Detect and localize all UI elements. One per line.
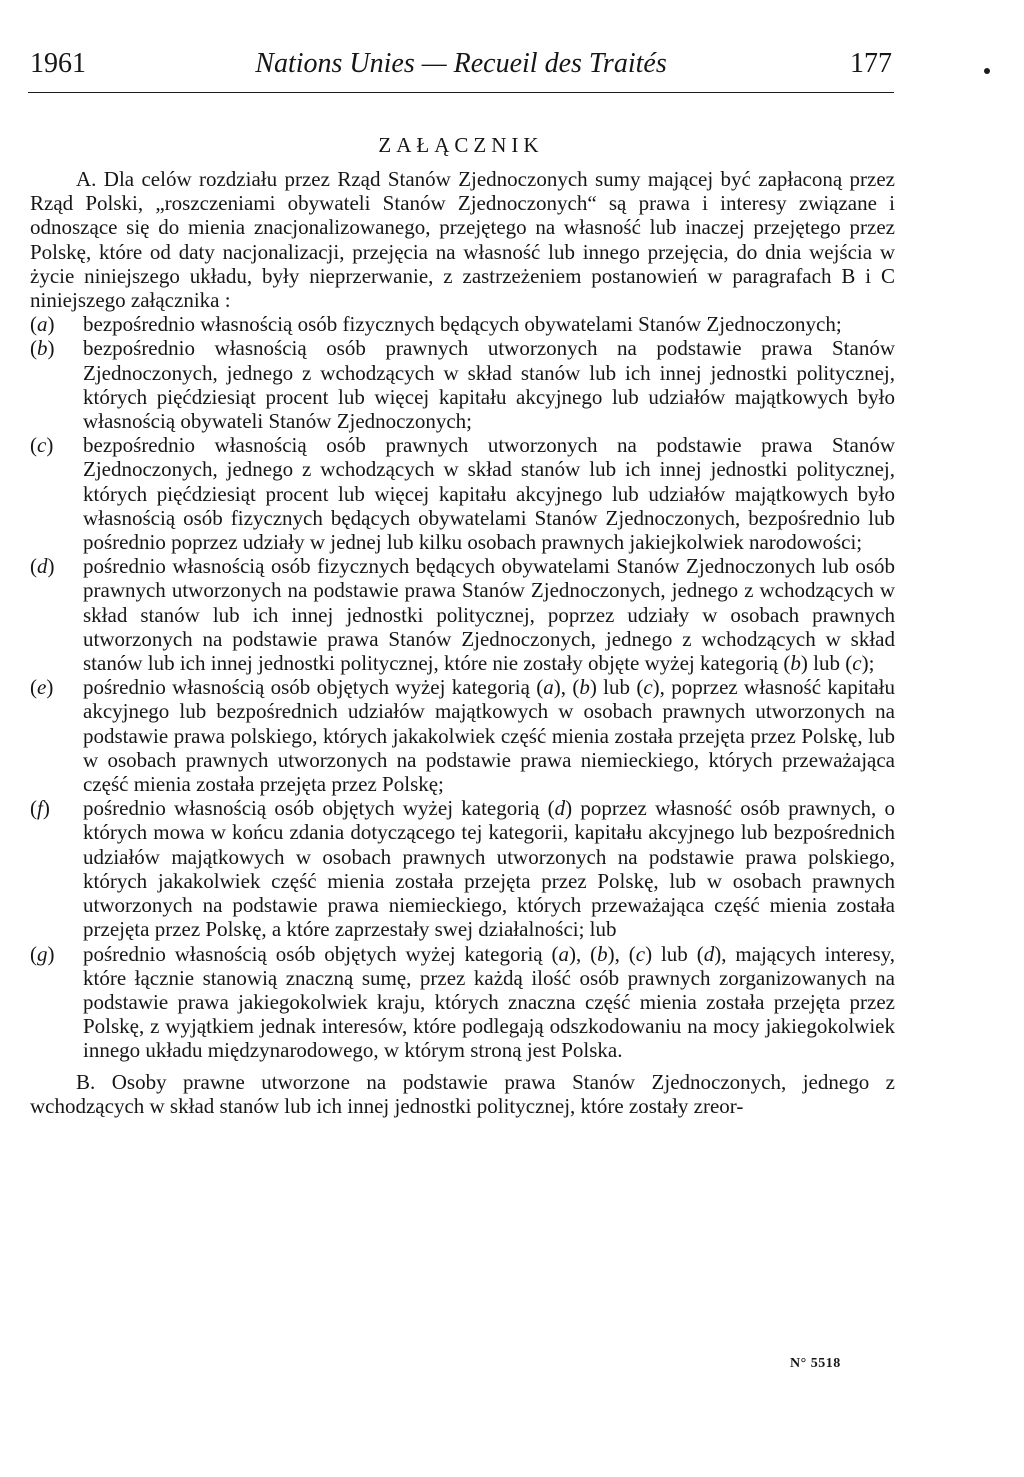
header-title: Nations Unies — Recueil des Traités [255, 48, 667, 79]
list-item-label: (e) [30, 675, 54, 700]
annex-heading: ZAŁĄCZNIK [378, 133, 544, 157]
list-item-text: bezpośrednio własnością osób prawnych utworzonych na podstawie prawa Stanów Zjednoczonych, jednego z wchodzących w skład stanów lub ich innej jednostki politycznej, których pięćdziesiąt procent lub więcej kapitału akcyjnego lub udziałów majątkowych było własnością osób fizycznych będących obywatelami Stanów Zjednoczonych, bezpośrednio lub pośrednio poprzez udziały w jednej lub kilku osobach prawnych jakiejkolwiek narodowości; [83, 433, 895, 555]
list-item-label: (a) [30, 312, 55, 337]
document-body [30, 167, 895, 1118]
list-item [30, 312, 895, 336]
list-item-label: (c) [30, 433, 54, 458]
list-item-text: bezpośrednio własnością osób fizycznych będących obywatelami Stanów Zjednoczonych; [83, 312, 842, 337]
paragraph-b-label: B. [76, 1069, 96, 1094]
margin-dot [984, 68, 990, 74]
paragraph-b-text: Osoby prawne utworzone na podstawie prawa Stanów Zjednoczonych, jednego z wchodzących w skład stanów lub ich innej jednostki politycznej, które zostały zreor- [30, 1069, 895, 1118]
header-page-number: 177 [850, 48, 892, 79]
list-item [30, 675, 895, 796]
header-year: 1961 [30, 48, 86, 79]
list-item [30, 942, 895, 1063]
paragraph-a-label: A. [76, 167, 97, 191]
list-item-text: pośrednio własnością osób fizycznych będących obywatelami Stanów Zjednoczonych lub osób prawnych utworzonych na podstawie prawa Stanów Zjednoczonych, jednego z wchodzących w skład stanów lub ich innej jednostki politycznej, poprzez udziały w osobach prawnych utworzonych na podstawie prawa Stanów Zjednoczonych, jednego z wchodzących w skład stanów lub ich innej jednostki politycznej, które nie zostały objęte wyżej kategorią (b) lub (c); [83, 554, 895, 676]
list-item-text: bezpośrednio własnością osób prawnych utworzonych na podstawie prawa Stanów Zjednoczonych, jednego z wchodzących w skład stanów lub ich innej jednostki politycznej, których pięćdziesiąt procent lub więcej kapitału akcyjnego lub udziałów majątkowych było własnością obywateli Stanów Zjednoczonych; [83, 336, 895, 434]
list-item [30, 433, 895, 554]
item-list [30, 312, 895, 1062]
running-header [30, 48, 892, 88]
document-number: N° 5518 [790, 1356, 841, 1371]
paragraph-b [30, 1070, 895, 1118]
list-item-label: (f) [30, 796, 50, 821]
list-item-label: (d) [30, 554, 55, 579]
header-rule [28, 92, 894, 93]
list-item-text: pośrednio własnością osób objętych wyżej kategorią (d) poprzez własność osób prawnych, o których mowa w końcu zdania dotyczącego tej kategorii, kapitału akcyjnego lub bezpośrednich udziałów majątkowych w osobach prawnych utworzonych na podstawie prawa polskiego, których jakakolwiek część mienia została przejęta przez Polskę, lub w osobach prawnych utworzonych na podstawie prawa niemieckiego, których przeważająca część mienia została przejęta przez Polskę, a które zaprzestały swej działalności; lub [83, 796, 895, 942]
list-item [30, 336, 895, 433]
paragraph-a-text: Dla celów rozdziału przez Rząd Stanów Zjednoczonych sumy mającej być zapłaconą przez Rząd Polski, „roszczeniami obywateli Stanów Zjednoczonych“ są prawa i interesy związane i odnoszące się do mienia znacjonalizowanego, przejętego na własność lub inaczej przejętego przez Polskę, które od daty nacjonalizacji, przejęcia na własność lub innego przejęcia, do dnia wejścia w życie niniejszego układu, były nieprzerwanie, z zastrzeżeniem postanowień w paragrafach B i C niniejszego załącznika : [30, 167, 895, 313]
list-item [30, 554, 895, 675]
list-item [30, 796, 895, 941]
list-item-label: (b) [30, 336, 55, 361]
list-item-label: (g) [30, 941, 55, 966]
paragraph-a [30, 167, 895, 312]
list-item-text: pośrednio własnością osób objętych wyżej kategorią (a), (b), (c) lub (d), mających interesy, które łącznie stanowią znaczną sumę, przez każdą ilość osób prawnych zorganizowanych na podstawie prawa jakiegokolwiek kraju, których znaczna część mienia została przejęta przez Polskę, z wyjątkiem jednak interesów, które podlegają odszkodowaniu na mocy jakiegokolwiek innego układu międzynarodowego, w którym stroną jest Polska. [83, 941, 896, 1063]
list-item-text: pośrednio własnością osób objętych wyżej kategorią (a), (b) lub (c), poprzez własność kapitału akcyjnego lub bezpośrednich udziałów majątkowych w osobach prawnych utworzonych na podstawie prawa polskiego, których jakakolwiek część mienia została przejęta przez Polskę, lub w osobach prawnych utworzonych na podstawie prawa niemieckiego, których przeważająca część mienia została przejęta przez Polskę; [83, 675, 896, 797]
